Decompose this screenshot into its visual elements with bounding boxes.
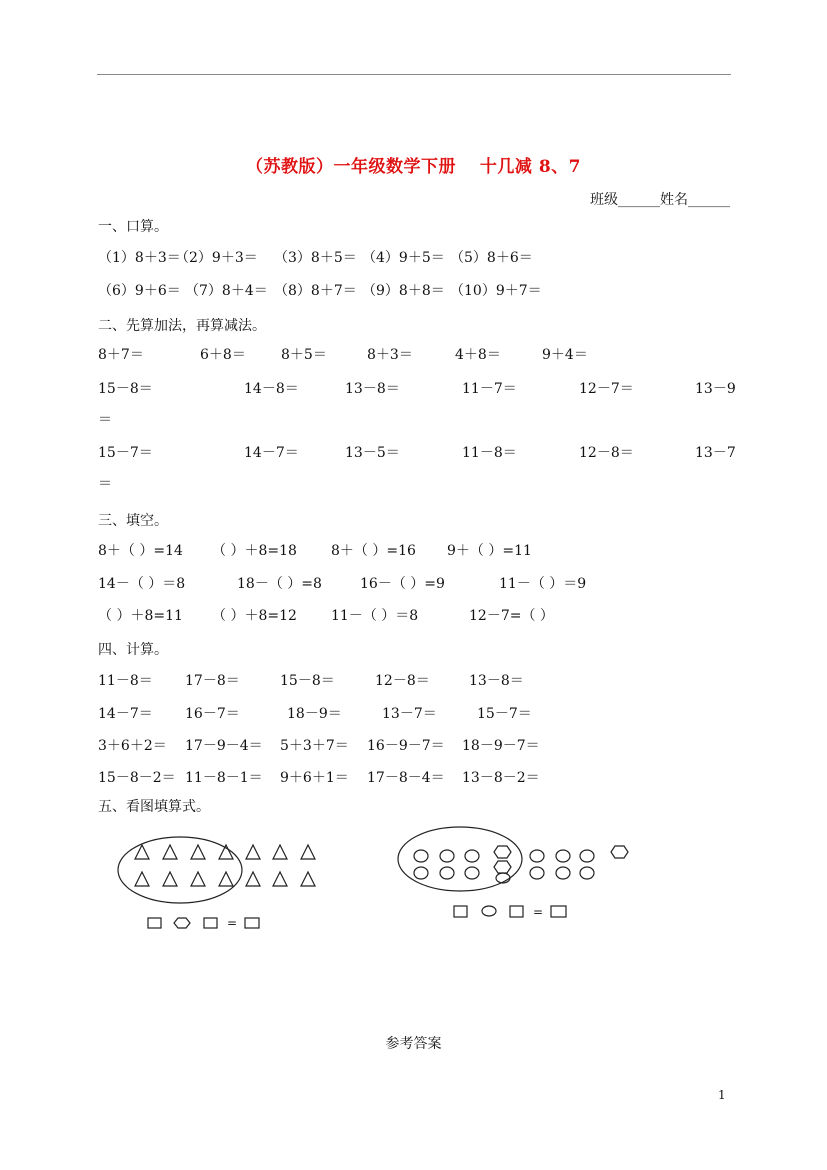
triangle-icon — [273, 872, 287, 886]
subtraction-item: 12－7＝ — [579, 381, 634, 397]
subtraction-item: 13－9 — [695, 381, 736, 397]
hexagon-icon — [494, 846, 511, 858]
calc-item: 9＋6＋1＝ — [280, 770, 349, 786]
subtraction-item: 13－7 — [695, 445, 736, 461]
oral-calc-item: （8）8＋7＝ — [274, 283, 357, 299]
oral-calc-item: （9）8＋8＝ — [362, 283, 445, 299]
hexagon-icon — [611, 846, 628, 858]
circle-icon — [440, 867, 454, 879]
fill-blank-item: 16－（ ）=9 — [360, 576, 445, 592]
triangle-icon — [219, 845, 233, 859]
calc-item: 15－7＝ — [477, 706, 532, 722]
equals-sign: = — [533, 905, 544, 919]
calc-item: 17－8－4＝ — [367, 770, 445, 786]
calc-item: 14－7＝ — [98, 706, 153, 722]
calc-item: 13－8＝ — [469, 673, 524, 689]
triangle-icon — [191, 845, 205, 859]
fill-blank-item: （ ）＋8=12 — [212, 608, 297, 624]
triangle-figure — [110, 835, 330, 935]
circle-icon — [414, 867, 428, 879]
triangle-icon — [135, 845, 149, 859]
addition-item: 6＋8＝ — [200, 347, 246, 363]
calc-item: 11－8－1＝ — [185, 770, 263, 786]
oral-calc-item: （3）8＋5＝ — [274, 250, 357, 266]
class-name-line: 班级______姓名______ — [590, 192, 730, 208]
fill-blank-item: 14－（ ）＝8 — [98, 576, 186, 592]
page-title: （苏教版）一年级数学下册 十几减 8、7 — [246, 157, 581, 177]
circle-icon — [580, 867, 594, 879]
answer-heading: 参考答案 — [385, 1036, 442, 1052]
calc-item: 13－7＝ — [382, 706, 437, 722]
wrapped-equals: ＝ — [98, 476, 112, 492]
addition-item: 9＋4＝ — [542, 347, 588, 363]
calc-item: 16－9－7＝ — [367, 738, 445, 754]
subtraction-item: 13－5＝ — [345, 445, 400, 461]
calc-item: 15－8－2＝ — [98, 770, 176, 786]
grouping-ellipse — [398, 827, 522, 891]
triangle-icon — [273, 845, 287, 859]
triangle-icon — [219, 872, 233, 886]
equals-sign: = — [227, 916, 238, 930]
circle-icon — [465, 867, 479, 879]
addition-item: 8＋5＝ — [281, 347, 327, 363]
triangle-icon — [246, 845, 260, 859]
oral-calc-item: （10）9＋7＝ — [450, 283, 542, 299]
triangle-icon — [301, 845, 315, 859]
calc-item: 17－8＝ — [185, 673, 240, 689]
operator-hexagon — [174, 918, 190, 928]
circle-icon — [440, 850, 454, 862]
circle-icon — [414, 850, 428, 862]
addition-item: 8＋7＝ — [98, 347, 144, 363]
fill-blank-item: 9＋（ ）=11 — [447, 543, 532, 559]
subtraction-item: 13－8＝ — [345, 381, 400, 397]
answer-box — [245, 918, 259, 928]
circle-icon — [556, 850, 570, 862]
circle-icon — [556, 867, 570, 879]
section-2-heading: 二、先算加法，再算减法。 — [98, 318, 266, 334]
calc-item: 18－9－7＝ — [462, 738, 540, 754]
section-5-heading: 五、看图填算式。 — [98, 799, 210, 815]
answer-box — [551, 906, 566, 917]
circle-icon — [530, 867, 544, 879]
oral-calc-item: （7）8＋4＝ — [185, 283, 268, 299]
triangle-icon — [301, 872, 315, 886]
triangle-icon — [163, 872, 177, 886]
fill-blank-item: 11－（ ）＝8 — [331, 608, 419, 624]
fill-blank-item: 18－（ ）=8 — [237, 576, 322, 592]
page-number: 1 — [718, 1088, 726, 1102]
calc-item: 16－7＝ — [185, 706, 240, 722]
subtraction-item: 14－8＝ — [244, 381, 299, 397]
circle-icon — [530, 850, 544, 862]
answer-box — [510, 906, 523, 917]
calc-item: 13－8－2＝ — [462, 770, 540, 786]
answer-box — [148, 918, 161, 928]
fill-blank-item: 11－（ ）＝9 — [499, 576, 587, 592]
triangle-icon — [163, 845, 177, 859]
addition-item: 8＋3＝ — [367, 347, 413, 363]
calc-item: 3＋6＋2＝ — [98, 738, 167, 754]
subtraction-item: 14－7＝ — [244, 445, 299, 461]
calc-item: 18－9＝ — [287, 706, 342, 722]
triangle-icon — [191, 872, 205, 886]
triangle-icon — [135, 872, 149, 886]
oral-calc-item: （1）8＋3＝ — [98, 250, 181, 266]
wrapped-equals: ＝ — [98, 412, 112, 428]
oral-calc-item: （4）9＋5＝ — [362, 250, 445, 266]
addition-item: 4＋8＝ — [455, 347, 501, 363]
subtraction-item: 12－8＝ — [579, 445, 634, 461]
oral-calc-item: （2）9＋3＝ — [175, 250, 258, 266]
oral-calc-item: （5）8＋6＝ — [450, 250, 533, 266]
answer-box — [454, 906, 467, 917]
triangle-icon — [246, 872, 260, 886]
calc-item: 5＋3＋7＝ — [280, 738, 349, 754]
oral-calc-item: （6）9＋6＝ — [98, 283, 181, 299]
header-rule — [97, 74, 731, 75]
answer-box — [204, 918, 217, 928]
circle-icon — [465, 850, 479, 862]
subtraction-item: 15－7＝ — [98, 445, 153, 461]
fill-blank-item: （ ）＋8=18 — [212, 543, 297, 559]
hexagon-icon — [494, 861, 511, 873]
section-3-heading: 三、填空。 — [98, 513, 168, 529]
circle-icon — [580, 850, 594, 862]
fill-blank-item: 8＋（ ）=14 — [98, 543, 183, 559]
circle-figure — [390, 825, 640, 930]
fill-blank-item: （ ）＋8=11 — [98, 608, 183, 624]
subtraction-item: 11－7＝ — [462, 381, 517, 397]
calc-item: 15－8＝ — [280, 673, 335, 689]
calc-item: 11－8＝ — [98, 673, 153, 689]
grouping-ellipse — [118, 837, 242, 903]
section-1-heading: 一、口算。 — [98, 219, 168, 235]
fill-blank-item: 12－7=（ ） — [469, 608, 554, 624]
operator-circle — [482, 906, 496, 916]
calc-item: 12－8＝ — [375, 673, 430, 689]
section-4-heading: 四、计算。 — [98, 642, 168, 658]
subtraction-item: 11－8＝ — [462, 445, 517, 461]
fill-blank-item: 8＋（ ）=16 — [331, 543, 416, 559]
calc-item: 17－9－4＝ — [185, 738, 263, 754]
subtraction-item: 15－8＝ — [98, 381, 153, 397]
